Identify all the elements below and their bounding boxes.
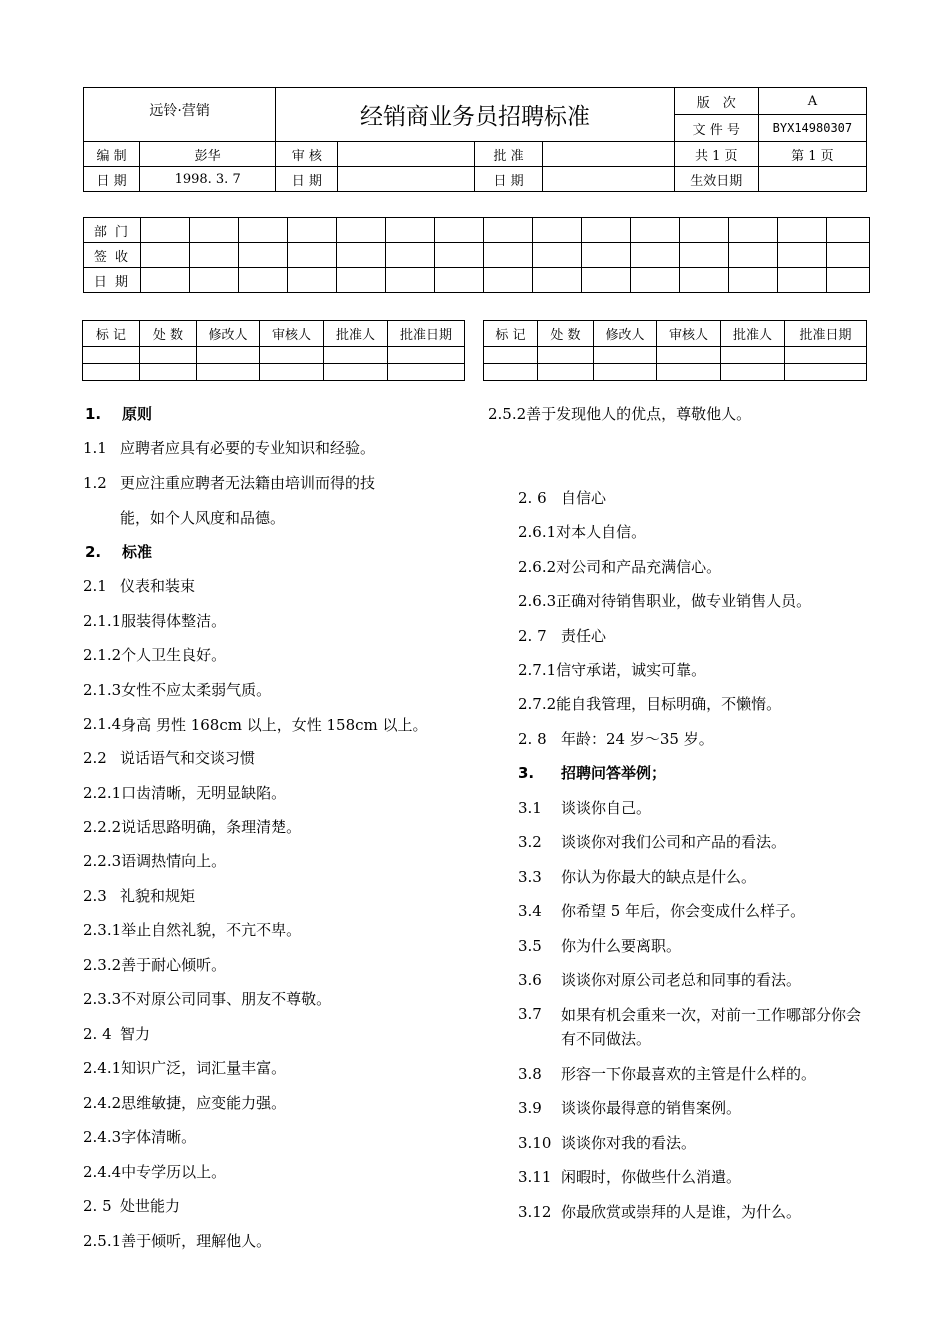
text-line	[518, 625, 606, 647]
section-text: 谈谈你对我们公司和产品的看法。	[561, 833, 787, 851]
distribution-cell	[484, 268, 533, 293]
revision-table-left	[82, 320, 465, 381]
distribution-cell	[827, 218, 870, 243]
section-number: 2.1.2	[83, 646, 122, 664]
distribution-cell	[631, 218, 680, 243]
text-line	[83, 713, 431, 737]
section-text: 形容一下你最喜欢的主管是什么样的。	[561, 1065, 817, 1083]
review-date-value	[338, 167, 475, 192]
section-text: 谈谈你对原公司老总和同事的看法。	[561, 971, 802, 989]
section-text: 善于耐心倾听。	[121, 956, 227, 974]
distribution-row-label: 部 门	[84, 218, 141, 243]
revision-cell	[785, 364, 867, 381]
section-text: 自信心	[561, 489, 607, 507]
section-number: 2.	[85, 543, 102, 561]
section-number: 2.4.3	[83, 1128, 122, 1146]
version-value: A	[758, 88, 866, 115]
section-number: 2.5.2	[488, 405, 527, 423]
section-number: 2.4.4	[83, 1163, 122, 1181]
text-line	[83, 610, 226, 632]
distribution-cell	[582, 243, 631, 268]
section-number: 2.3.2	[83, 956, 122, 974]
section-text: 说话思路明确，条理清楚。	[121, 818, 302, 836]
section-number: 2.1.1	[83, 612, 122, 630]
revision-cell	[83, 347, 140, 364]
distribution-cell	[582, 268, 631, 293]
distribution-cell	[386, 268, 435, 293]
section-number: 2.4.1	[83, 1059, 122, 1077]
section-number: 2.1.3	[83, 681, 122, 699]
section-number: 3.10	[518, 1134, 552, 1152]
text-line	[83, 1230, 271, 1252]
section-number: 3.7	[518, 1005, 542, 1023]
section-text: 原则	[122, 405, 153, 423]
revision-cell	[721, 347, 785, 364]
revision-header-cell: 处 数	[538, 321, 594, 347]
distribution-table	[83, 217, 870, 293]
section-text: 举止自然礼貌，不亢不卑。	[121, 921, 302, 939]
review-label: 审 核	[276, 142, 338, 167]
section-text: 对公司和产品充满信心。	[556, 558, 722, 576]
revision-cell	[657, 347, 721, 364]
section-number: 2.4.2	[83, 1094, 122, 1112]
text-line	[83, 1057, 286, 1079]
section-number: 1.2	[83, 474, 107, 492]
revision-cell	[197, 364, 260, 381]
section-text: 身高 男性 168cm 以上，女性 158cm 以上。	[121, 716, 428, 734]
text-line	[83, 816, 301, 838]
section-number: 2.3.3	[83, 990, 122, 1008]
approve-value	[542, 142, 674, 167]
section-text: 知识广泛，词汇量丰富。	[121, 1059, 287, 1077]
distribution-cell	[239, 218, 288, 243]
distribution-cell	[729, 268, 778, 293]
revision-header-cell: 修改人	[594, 321, 657, 347]
section-number: 3.	[518, 764, 535, 782]
section-text: 更应注重应聘者无法籍由培训而得的技	[120, 474, 376, 492]
distribution-cell	[288, 243, 337, 268]
section-text: 善于发现他人的优点，尊敬他人。	[526, 405, 752, 423]
section-text: 责任心	[561, 627, 607, 645]
effective-date-value	[758, 167, 866, 192]
distribution-cell	[337, 268, 386, 293]
section-text: 对本人自信。	[556, 523, 647, 541]
section-text: 不对原公司同事、朋友不尊敬。	[121, 990, 332, 1008]
section-number: 3.4	[518, 902, 542, 920]
distribution-cell	[631, 268, 680, 293]
distribution-cell	[435, 268, 484, 293]
revision-cell	[197, 347, 260, 364]
version-label: 版 次	[674, 88, 758, 115]
section-number: 2. 7	[518, 627, 547, 645]
text-line	[83, 885, 195, 907]
text-line	[518, 1132, 696, 1154]
section-number: 3.3	[518, 868, 542, 886]
section-text: 闲暇时，你做些什么消遣。	[561, 1168, 742, 1186]
text-line	[518, 1003, 871, 1051]
text-line	[488, 403, 751, 425]
section-text: 如果有机会重来一次，对前一工作哪部分你会有不同做法。	[561, 1006, 862, 1048]
compiled-by-value: 彭华	[140, 142, 276, 167]
doc-number-label: 文 件 号	[674, 115, 758, 142]
section-number: 2.7.2	[518, 695, 557, 713]
text-line	[518, 556, 721, 578]
revision-cell	[594, 364, 657, 381]
text-line	[518, 693, 781, 715]
section-text: 能自我管理，目标明确，不懒惰。	[556, 695, 782, 713]
section-number: 3.2	[518, 833, 542, 851]
revision-cell	[657, 364, 721, 381]
section-text: 年龄：24 岁～35 岁。	[561, 730, 714, 748]
section-number: 2. 8	[518, 730, 547, 748]
revision-cell	[83, 364, 140, 381]
revision-cell	[538, 364, 594, 381]
approve-date-label: 日 期	[475, 167, 542, 192]
text-line	[83, 437, 375, 459]
revision-header-cell: 标 记	[83, 321, 140, 347]
revision-header-cell: 批准日期	[388, 321, 465, 347]
distribution-cell	[141, 243, 190, 268]
date-label: 日 期	[84, 167, 140, 192]
section-number: 3.5	[518, 937, 542, 955]
text-line	[518, 1166, 741, 1188]
section-text: 处世能力	[120, 1197, 181, 1215]
revision-cell	[324, 364, 388, 381]
text-line	[518, 1097, 741, 1119]
revision-cell	[484, 364, 538, 381]
revision-header-cell: 修改人	[197, 321, 260, 347]
distribution-cell	[778, 268, 827, 293]
section-text: 信守承诺，诚实可靠。	[556, 661, 707, 679]
section-text: 字体清晰。	[121, 1128, 197, 1146]
revision-cell	[324, 347, 388, 364]
approve-date-value	[542, 167, 674, 192]
section-number: 2.3.1	[83, 921, 122, 939]
section-number: 2. 6	[518, 489, 547, 507]
section-number: 2.6.2	[518, 558, 557, 576]
text-line	[83, 1126, 196, 1148]
section-text: 谈谈你对我的看法。	[561, 1134, 697, 1152]
document-header-table	[83, 87, 867, 192]
section-number: 2.7.1	[518, 661, 557, 679]
text-line	[518, 521, 646, 543]
section-number: 3.11	[518, 1168, 552, 1186]
company-name: 远铃·营销	[84, 88, 276, 142]
text-line	[83, 507, 285, 529]
section-number: 3.6	[518, 971, 542, 989]
section-text: 你认为你最大的缺点是什么。	[561, 868, 757, 886]
doc-number-value: BYX14980307	[758, 115, 866, 142]
distribution-row-label: 签 收	[84, 243, 141, 268]
section-number: 1.	[85, 405, 102, 423]
section-text: 中专学历以上。	[121, 1163, 227, 1181]
section-text: 口齿清晰，无明显缺陷。	[121, 784, 287, 802]
document-title: 经销商业务员招聘标准	[276, 88, 674, 142]
revision-cell	[594, 347, 657, 364]
section-text: 你希望 5 年后，你会变成什么样子。	[561, 902, 806, 920]
section-text: 智力	[120, 1025, 151, 1043]
text-line	[83, 644, 226, 666]
text-line	[518, 728, 714, 750]
distribution-cell	[435, 218, 484, 243]
text-line	[518, 900, 805, 922]
revision-cell	[260, 364, 324, 381]
section-number: 2.6.1	[518, 523, 557, 541]
section-number: 3.12	[518, 1203, 552, 1221]
distribution-cell	[484, 218, 533, 243]
text-line	[83, 1023, 150, 1045]
text-line	[518, 1063, 816, 1085]
distribution-cell	[386, 218, 435, 243]
revision-header-cell: 审核人	[260, 321, 324, 347]
text-line	[518, 797, 651, 819]
text-line	[83, 747, 255, 769]
approve-label: 批 准	[475, 142, 542, 167]
effective-date-label: 生效日期	[674, 167, 758, 192]
revision-cell	[785, 347, 867, 364]
distribution-cell	[729, 243, 778, 268]
distribution-cell	[778, 218, 827, 243]
section-text: 谈谈你自己。	[561, 799, 652, 817]
section-number: 2. 5	[83, 1197, 112, 1215]
distribution-cell	[435, 243, 484, 268]
revision-cell	[260, 347, 324, 364]
section-text: 思维敏捷，应变能力强。	[121, 1094, 287, 1112]
text-line	[85, 541, 152, 563]
distribution-cell	[533, 218, 582, 243]
section-text: 正确对待销售职业，做专业销售人员。	[556, 592, 812, 610]
section-text: 谈谈你最得意的销售案例。	[561, 1099, 742, 1117]
distribution-cell	[141, 268, 190, 293]
section-number: 2.6.3	[518, 592, 557, 610]
review-date-label: 日 期	[276, 167, 338, 192]
distribution-cell	[190, 218, 239, 243]
section-text: 你为什么要离职。	[561, 937, 682, 955]
text-line	[83, 988, 331, 1010]
revision-cell	[140, 364, 197, 381]
distribution-cell	[533, 268, 582, 293]
section-number: 3.9	[518, 1099, 542, 1117]
text-line	[518, 1201, 801, 1223]
section-text: 个人卫生良好。	[121, 646, 227, 664]
section-number: 2.2.2	[83, 818, 122, 836]
section-number: 2.3	[83, 887, 107, 905]
text-line	[83, 472, 375, 494]
distribution-cell	[533, 243, 582, 268]
text-line	[85, 403, 152, 425]
revision-header-cell: 处 数	[140, 321, 197, 347]
text-line	[518, 762, 666, 784]
text-line	[83, 919, 301, 941]
text-line	[518, 935, 681, 957]
text-line	[83, 782, 286, 804]
revision-table-right	[483, 320, 867, 381]
distribution-cell	[337, 243, 386, 268]
section-text: 礼貌和规矩	[120, 887, 196, 905]
distribution-cell	[729, 218, 778, 243]
distribution-cell	[631, 243, 680, 268]
revision-header-cell: 批准日期	[785, 321, 867, 347]
section-text: 说话语气和交谈习惯	[120, 749, 256, 767]
section-number: 3.1	[518, 799, 542, 817]
text-line	[518, 659, 706, 681]
page-number: 第 1 页	[758, 142, 866, 167]
text-line	[83, 1161, 226, 1183]
section-number: 2. 4	[83, 1025, 112, 1043]
section-text: 服装得体整洁。	[121, 612, 227, 630]
date-value: 1998. 3. 7	[140, 167, 276, 192]
distribution-cell	[239, 268, 288, 293]
revision-header-cell: 标 记	[484, 321, 538, 347]
text-line	[83, 850, 226, 872]
section-number: 2.2	[83, 749, 107, 767]
section-text: 标准	[122, 543, 153, 561]
distribution-cell	[680, 243, 729, 268]
distribution-cell	[827, 243, 870, 268]
distribution-cell	[239, 243, 288, 268]
distribution-cell	[680, 218, 729, 243]
section-text: 招聘问答举例；	[561, 764, 667, 782]
text-line	[83, 575, 195, 597]
distribution-cell	[190, 268, 239, 293]
section-text: 仪表和装束	[120, 577, 196, 595]
distribution-cell	[141, 218, 190, 243]
revision-cell	[721, 364, 785, 381]
text-line	[83, 1195, 180, 1217]
distribution-cell	[778, 243, 827, 268]
text-line	[518, 969, 801, 991]
section-text: 能，如个人风度和品德。	[120, 509, 286, 527]
review-value	[338, 142, 475, 167]
text-line	[83, 679, 271, 701]
revision-header-cell: 批准人	[324, 321, 388, 347]
distribution-cell	[827, 268, 870, 293]
distribution-cell	[337, 218, 386, 243]
text-line	[518, 487, 606, 509]
distribution-row-label: 日 期	[84, 268, 141, 293]
distribution-cell	[680, 268, 729, 293]
text-line	[518, 831, 786, 853]
text-line	[83, 1092, 286, 1114]
section-text: 语调热情向上。	[121, 852, 227, 870]
text-line	[518, 866, 756, 888]
distribution-cell	[288, 268, 337, 293]
section-number: 3.8	[518, 1065, 542, 1083]
compiled-by-label: 编 制	[84, 142, 140, 167]
text-line	[83, 954, 226, 976]
total-pages: 共 1 页	[674, 142, 758, 167]
distribution-cell	[386, 243, 435, 268]
section-number: 1.1	[83, 439, 107, 457]
section-number: 2.2.1	[83, 784, 122, 802]
distribution-cell	[190, 243, 239, 268]
section-number: 2.2.3	[83, 852, 122, 870]
revision-cell	[388, 364, 465, 381]
revision-header-cell: 审核人	[657, 321, 721, 347]
section-text: 应聘者应具有必要的专业知识和经验。	[120, 439, 376, 457]
distribution-cell	[484, 243, 533, 268]
section-number: 2.1	[83, 577, 107, 595]
section-text: 善于倾听，理解他人。	[121, 1232, 272, 1250]
section-text: 你最欣赏或崇拜的人是谁，为什么。	[561, 1203, 802, 1221]
section-text: 女性不应太柔弱气质。	[121, 681, 272, 699]
revision-cell	[388, 347, 465, 364]
revision-cell	[538, 347, 594, 364]
distribution-cell	[288, 218, 337, 243]
distribution-cell	[582, 218, 631, 243]
revision-cell	[140, 347, 197, 364]
revision-header-cell: 批准人	[721, 321, 785, 347]
revision-cell	[484, 347, 538, 364]
section-number: 2.5.1	[83, 1232, 122, 1250]
text-line	[518, 590, 811, 612]
section-number: 2.1.4	[83, 715, 122, 733]
